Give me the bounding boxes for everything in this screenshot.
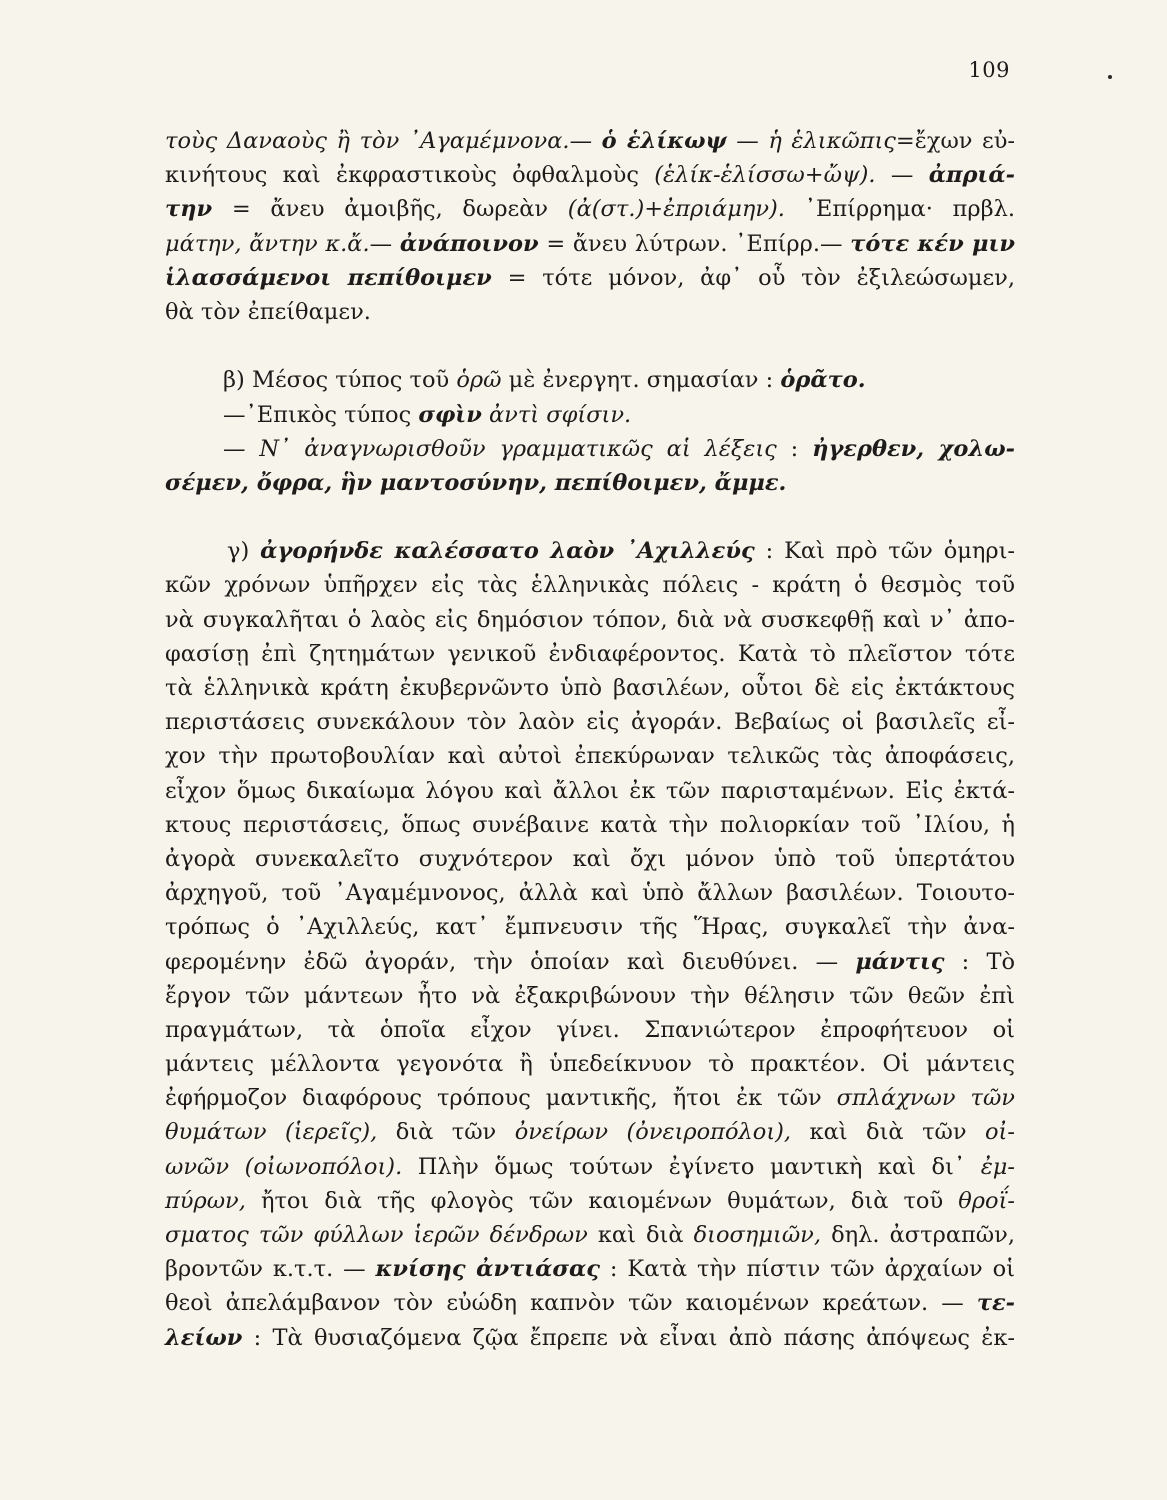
text-run: ἤτοι διὰ τῆς φλογὸς τῶν καιομένων θυμάτων, διὰ τοῦ — [245, 1187, 959, 1214]
text-run: βροντῶν κ.τ.τ. — — [165, 1256, 376, 1283]
text-line — [165, 1047, 1015, 1081]
text-line — [165, 432, 1015, 466]
text-run: φερομένην ἐδῶ ἀγοράν, τὴν ὁποίαν καὶ διευθύνει. — — [165, 948, 856, 975]
lemma: μάντις — [855, 948, 945, 975]
page-number: 109 — [968, 58, 1010, 82]
text-line — [165, 227, 1015, 261]
text-run: θεοὶ ἀπελάμβανον τὸν εὐώδη καπνὸν τῶν καιομένων κρεάτων. — — [165, 1290, 977, 1317]
lemma: σέμεν, ὄφρα, ἣν μαντοσύνην, πεπίθοιμεν, ἄμμε. — [165, 469, 787, 496]
text-run: διὰ τῶν — [377, 1119, 515, 1146]
text-line — [165, 603, 1015, 637]
italic-text: ἀντὶ σφίσιν. — [488, 401, 632, 428]
text-line — [165, 842, 1015, 876]
lemma: κνίσης ἀντιάσας — [375, 1256, 601, 1283]
text-line — [165, 1150, 1015, 1184]
text-run: : Τὰ θυσιαζόμενα ζῷα ἔπρεπε νὰ εἶναι ἀπὸ πάσης ἀπόψεως ἐκ- — [242, 1324, 1015, 1351]
text-line — [165, 1184, 1015, 1218]
text-line — [165, 705, 1015, 739]
text-run: εἶχον ὅμως δικαίωμα λόγου καὶ ἄλλοι ἐκ τῶν παρισταμένων. Εἰς ἐκτά- — [165, 777, 1015, 804]
text-run: κινήτους καὶ ἐκφραστικοὺς ὀφθαλμοὺς — [165, 162, 655, 189]
lemma: τε- — [976, 1290, 1015, 1317]
text-line — [165, 1218, 1015, 1252]
text-run: ἀρχηγοῦ, τοῦ ᾿Αγαμέμνονος, ἀλλὰ καὶ ὑπὸ ἄλλων βασιλέων. Τοιουτο- — [165, 880, 1015, 907]
text-line — [165, 1252, 1015, 1286]
text-run: ᾿Επίρρημα· πρβλ. — [784, 196, 1015, 223]
italic-text: πύρων, — [165, 1187, 246, 1214]
text-run: χον τὴν πρωτοβουλίαν καὶ αὐτοὶ ἐπεκύρωναν τελικῶς τὰς ἀποφάσεις, — [165, 743, 1015, 770]
text-run: τὰ ἑλληνικὰ κράτη ἐκυβερνῶντο ὑπὸ βασιλέων, οὗτοι δὲ εἰς ἐκτάκτους — [165, 675, 1015, 701]
text-run: πραγμάτων, τὰ ὁποῖα εἶχον γίνει. Σπανιώτερον ἐπροφήτευον οἱ — [165, 1016, 1015, 1043]
text-line — [165, 295, 1015, 329]
text-run: ἔργον τῶν μάντεων ἦτο νὰ ἐξακριβώνουν τὴν θέλησιν τῶν θεῶν ἐπὶ — [165, 982, 1015, 1009]
text-run: τρόπως ὁ ᾿Αχιλλεύς, κατ᾿ ἔμπνευσιν τῆς Ἥρας, συγκαλεῖ τὴν ἀνα- — [165, 914, 1015, 941]
text-line — [165, 192, 1015, 226]
italic-text: μάτην, ἄντην κ.ἄ. — [165, 230, 370, 257]
commentary-text — [165, 124, 1015, 1355]
text-run — [482, 402, 489, 428]
text-line — [165, 945, 1015, 979]
italic-text: σπλάχνων τῶν — [836, 1085, 1015, 1112]
italic-text: ἐμ- — [980, 1153, 1016, 1180]
text-line — [165, 1286, 1015, 1320]
text-run: δηλ. ἀστραπῶν, — [821, 1222, 1015, 1248]
paragraph-gap — [165, 500, 1015, 534]
italic-text: ωνῶν (οἰωνοπόλοι). — [165, 1153, 403, 1180]
lemma: ἀγορήνδε καλέσσατο λαὸν ᾿Αχιλλεύς — [260, 538, 755, 565]
ink-speck — [1108, 75, 1112, 79]
text-run: : Κατὰ τὴν πίστιν τῶν ἀρχαίων οἱ — [600, 1256, 1015, 1283]
italic-text: (ἑλίκ-ἑλίσσω+ὤψ). — [654, 162, 876, 189]
paragraph-gap — [165, 329, 1015, 363]
text-run: = ἄνευ λύτρων. ᾿Επίρρ.— — [538, 230, 851, 257]
lemma: τότε κέν μιν — [850, 230, 1015, 257]
text-run: β) Μέσος τύπος τοῦ — [223, 367, 457, 394]
lemma: ἱλασσάμενοι πεπίθοιμεν — [165, 264, 492, 291]
text-run: φασίσῃ ἐπὶ ζητημάτων γενικοῦ ἐνδιαφέροντος. Κατὰ τὸ πλεῖστον τότε — [165, 640, 1015, 667]
italic-text: σματος τῶν φύλλων ἱερῶν δένδρων — [165, 1222, 588, 1248]
text-line — [165, 1013, 1015, 1047]
italic-text: θυμάτων (ἱερεῖς), — [165, 1119, 378, 1146]
text-run: Πλὴν ὅμως τούτων ἐγίνετο μαντικὴ καὶ δι᾿ — [402, 1153, 981, 1180]
lemma: ἠγερθεν, χολω- — [812, 435, 1015, 462]
text-run: κῶν χρόνων ὑπῆρχεν εἰς τὰς ἑλληνικὰς πόλεις - κράτη ὁ θεσμὸς τοῦ — [165, 572, 1015, 599]
text-run: ἀγορὰ συνεκαλεῖτο συχνότερον καὶ ὄχι μόνον ὑπὸ τοῦ ὑπερτάτου — [165, 845, 1015, 872]
text-line — [165, 1115, 1015, 1149]
italic-text: — ἡ ἑλικῶπις — [726, 128, 896, 154]
lemma: ἀνάποινον — [399, 230, 539, 257]
italic-text: διοσημιῶν, — [693, 1222, 822, 1248]
italic-text: (ἀ(στ.)+ἐπριάμην). — [567, 196, 785, 223]
text-line — [165, 261, 1015, 295]
text-line — [165, 1321, 1015, 1355]
text-run: ἐφήρμοζον διαφόρους τρόπους μαντικῆς, ἤτοι ἐκ τῶν — [165, 1085, 837, 1112]
lemma: σφὶν — [418, 401, 482, 428]
lemma: λείων — [165, 1324, 243, 1351]
text-run: =ἔχων εὐ- — [895, 128, 1015, 154]
text-run: καὶ διὰ — [587, 1222, 694, 1248]
italic-text: τοὺς Δαναοὺς ἢ τὸν ᾿Αγαμέμνονα.— — [165, 128, 602, 154]
text-line — [165, 910, 1015, 944]
text-line — [165, 671, 1015, 705]
text-run: — — [875, 162, 929, 189]
text-line — [165, 979, 1015, 1013]
text-run: —᾿Επικὸς τύπος — [223, 401, 419, 428]
text-line — [165, 466, 1015, 500]
text-line — [165, 124, 1015, 158]
lemma: ἀπριά- — [928, 162, 1015, 189]
text-line — [165, 398, 1015, 432]
text-run: νὰ συγκαλῆται ὁ λαὸς εἰς δημόσιον τόπον, διὰ νὰ συσκεφθῇ καὶ ν᾿ ἀπο- — [165, 606, 1015, 633]
text-line — [165, 876, 1015, 910]
italic-text: ὁρῶ — [456, 367, 502, 394]
text-line — [165, 1081, 1015, 1115]
text-line — [165, 808, 1015, 842]
text-run: : Τὸ — [944, 948, 1015, 975]
text-run: κτους περιστάσεις, ὅπως συνέβαινε κατὰ τὴν πολιορκίαν τοῦ ᾿Ιλίου, ἡ — [165, 811, 1015, 838]
text-run: γ) — [227, 538, 261, 565]
italic-text: — Ν᾿ ἀναγνωρισθοῦν γραμματικῶς αἱ λέξεις — [223, 435, 777, 462]
text-line — [165, 534, 1015, 568]
text-run: περιστάσεις συνεκάλουν τὸν λαὸν εἰς ἀγοράν. Βεβαίως οἱ βασιλεῖς εἶ- — [165, 709, 1015, 736]
lemma: την — [165, 196, 213, 223]
text-line — [165, 158, 1015, 192]
text-run: μὲ ἐνεργητ. σημασίαν : — [501, 367, 781, 394]
text-run: : — [776, 435, 813, 462]
text-run: = τότε μόνον, ἀφ᾿ οὗ τὸν ἐξιλεώσωμεν, — [491, 264, 1016, 291]
italic-text: ὀνείρων (ὀνειροπόλοι), — [514, 1119, 792, 1146]
text-line — [165, 637, 1015, 671]
text-run: μάντεις μέλλοντα γεγονότα ἢ ὑπεδείκνυον τὸ πρακτέον. Οἱ μάντεις — [165, 1051, 1015, 1078]
text-line — [165, 568, 1015, 602]
text-line — [165, 739, 1015, 773]
italic-text: οἰ- — [985, 1119, 1015, 1146]
text-line — [165, 774, 1015, 808]
text-line — [165, 363, 1015, 397]
text-run: : Καὶ πρὸ τῶν ὁμηρι- — [754, 538, 1015, 565]
lemma: ὁ ἑλίκωψ — [601, 128, 727, 154]
text-run: θὰ τὸν ἐπείθαμεν. — [165, 298, 371, 325]
lemma: ὁρᾶτο. — [780, 367, 866, 394]
text-run: — — [369, 230, 400, 257]
text-run: καὶ διὰ τῶν — [791, 1119, 985, 1146]
text-run: = ἄνευ ἀμοιβῆς, δωρεὰν — [212, 196, 568, 223]
italic-text: θροΐ- — [958, 1187, 1015, 1214]
